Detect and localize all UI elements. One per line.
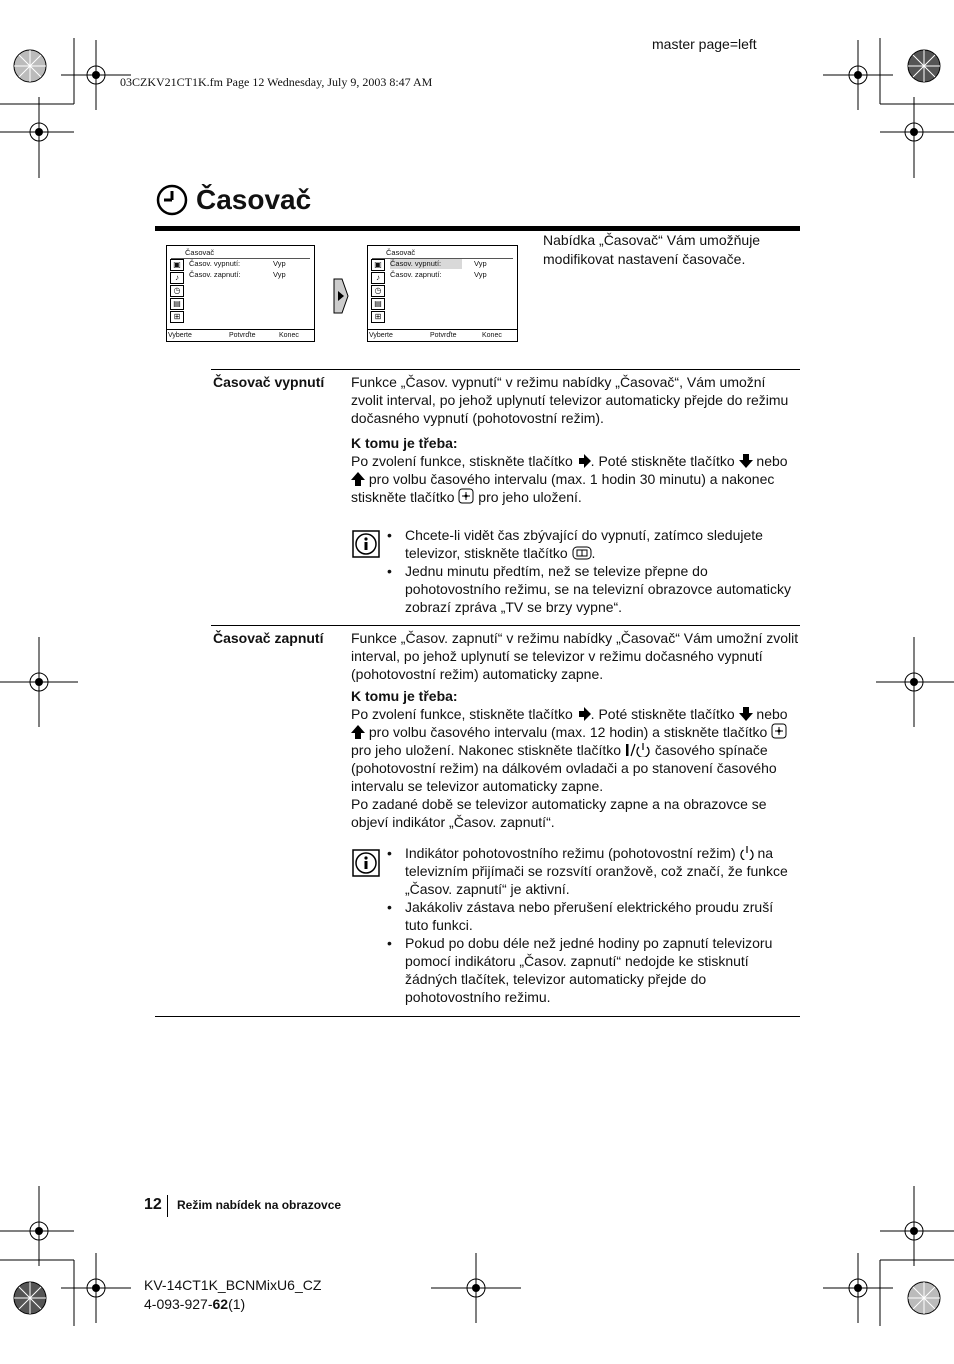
note-list xyxy=(387,844,799,1006)
display-button-icon xyxy=(572,546,592,560)
howto-part: nebo xyxy=(756,453,788,469)
model-info xyxy=(144,1276,321,1314)
menu-icon-column xyxy=(371,259,385,321)
footer-select: Vyberte xyxy=(168,332,192,339)
part-number-prefix: 4-093-927- xyxy=(144,1296,213,1312)
arrow-right-icon xyxy=(333,278,349,314)
howto-part: Po zvolení funkce, stiskněte tlačítko xyxy=(351,706,573,722)
menu-row-value: Vyp xyxy=(273,259,286,268)
menu-title: Časovač xyxy=(386,248,416,257)
howto-part: . Poté stiskněte tlačítko xyxy=(590,706,735,722)
howto-part: časového spínače (pohotovostní režim) na dálkovém ovladači a po stanovení časového intervalu se televizor automaticky zapne. xyxy=(351,742,777,794)
part-number-bold: 62 xyxy=(212,1296,229,1312)
note-item xyxy=(387,844,799,898)
menu-header xyxy=(171,248,310,259)
menu-row xyxy=(189,270,309,280)
howto-part: . Poté stiskněte tlačítko xyxy=(590,453,735,469)
howto-part: nebo xyxy=(756,706,788,722)
menu-row xyxy=(390,270,510,280)
toolbox-icon: ⊞ xyxy=(170,311,184,323)
section-howto xyxy=(351,687,799,831)
note-text: Indikátor pohotovostního režimu (pohotovostní režim) xyxy=(405,845,736,861)
sound-icon: ♪ xyxy=(371,272,385,284)
menu-row xyxy=(390,259,510,269)
section-divider xyxy=(211,625,800,626)
content-end-rule xyxy=(155,1016,800,1017)
note-item xyxy=(387,526,799,562)
info-note-icon xyxy=(352,530,380,558)
menu-row-value: Vyp xyxy=(474,270,487,279)
setup-icon: ▤ xyxy=(371,298,385,310)
howto-part: pro jeho uložení. xyxy=(478,489,582,505)
menu-row-label: Časov. zapnutí: xyxy=(189,270,241,279)
footer-confirm: Potvrďte xyxy=(229,332,256,339)
menu-row-value: Vyp xyxy=(273,270,286,279)
howto-text xyxy=(351,452,799,506)
menu-screen-left xyxy=(166,245,315,342)
howto-title: K tomu je třeba: xyxy=(351,435,458,451)
section-description: Funkce „Časov. vypnutí“ v režimu nabídky „Časovač“, Vám umožní zvolit interval, po jehož uplynutí televizor automaticky přejde do režimu dočasného vypnutí (pohotovostní režim). xyxy=(351,374,789,426)
menu-screen-right xyxy=(367,245,518,342)
picture-icon: ▣ xyxy=(371,259,385,271)
section-divider xyxy=(211,369,800,370)
model-code: KV-14CT1K_BCNMixU6_CZ xyxy=(144,1277,322,1293)
note-item: • Jednu minutu předtím, než se televize přepne do pohotovostního režimu, se na televizní obrazovce automaticky zobrazí zpráva „TV se brzy vypne“. xyxy=(387,562,799,616)
menu-icon-column xyxy=(170,259,184,321)
section-description: Funkce „Časov. zapnutí“ v režimu nabídky „Časovač“ Vám umožní zvolit interval, po jehož uplynutí se televizor v režimu dočasného vypnutí (pohotovostní režim) automaticky zapne. xyxy=(351,630,799,682)
master-page-label: master page=left xyxy=(652,36,757,52)
picture-icon: ▣ xyxy=(170,259,184,271)
sound-icon: ♪ xyxy=(170,272,184,284)
howto-part: pro jeho uložení. Nakonec stiskněte tlačítko xyxy=(351,742,622,758)
footer-exit: Konec xyxy=(279,332,299,339)
setup-icon: ▤ xyxy=(170,298,184,310)
note-text: . xyxy=(591,545,596,561)
section-howto xyxy=(351,434,799,506)
clock-icon xyxy=(156,184,188,216)
intro-text: Nabídka „Časovač“ Vám umožňuje modifikovat nastavení časovače. xyxy=(543,232,761,267)
arrow-right-icon xyxy=(577,454,591,468)
howto-part: Po zvolení funkce, stiskněte tlačítko xyxy=(351,453,573,469)
arrow-right-icon xyxy=(577,707,591,721)
page-title: Časovač xyxy=(196,184,312,215)
file-info: 03CZKV21CT1K.fm Page 12 Wednesday, July 9, 2003 8:47 AM xyxy=(120,75,433,89)
timer-icon: ◷ xyxy=(371,285,385,297)
menu-row-value: Vyp xyxy=(474,259,487,268)
toolbox-icon: ⊞ xyxy=(371,311,385,323)
note-text: Chcete-li vidět čas zbývající do vypnutí, zatímco sledujete televizor, stiskněte tlačítko xyxy=(405,527,763,561)
howto-part: pro volbu časového intervalu (max. 12 hodin) a stiskněte tlačítko xyxy=(368,724,768,740)
arrow-down-icon xyxy=(739,454,753,468)
section-label-wake-timer: Časovač zapnutí xyxy=(213,630,324,646)
ok-button-icon xyxy=(458,488,474,504)
footer-confirm: Potvrďte xyxy=(430,332,457,339)
footer-exit: Konec xyxy=(482,332,502,339)
arrow-down-icon xyxy=(739,707,753,721)
howto-title: K tomu je třeba: xyxy=(351,688,458,704)
section-label-sleep-timer: Časovač vypnutí xyxy=(213,374,325,390)
part-number xyxy=(144,1295,321,1314)
note-item: • Pokud po dobu déle než jedné hodiny po zapnutí televizoru pomocí indikátoru „Časov. zapnutí“ nedojde ke stisknutí žádných tlačítek, televizor automaticky přejde do pohotovostního režimu. xyxy=(387,934,799,1006)
menu-footer xyxy=(368,329,517,341)
part-number-suffix: (1) xyxy=(228,1296,246,1312)
menu-row-label: Časov. vypnutí: xyxy=(189,259,241,268)
note-list xyxy=(387,526,799,616)
note-text: na televizním přijímači se rozsvítí oranžově, což značí, že funkce „Časov. zapnutí“ je aktivní. xyxy=(405,845,788,897)
menu-header xyxy=(372,248,513,259)
howto-result: Po zadané době se televizor automaticky zapne a na obrazovce se objeví indikátor „Časov. zapnutí“. xyxy=(351,796,767,830)
info-note-icon xyxy=(352,849,380,877)
arrow-up-icon xyxy=(351,472,365,486)
standby-power-icon xyxy=(625,743,651,757)
page-heading xyxy=(156,180,311,220)
footer-section-title: Režim nabídek na obrazovce xyxy=(177,1198,342,1212)
howto-text xyxy=(351,705,799,795)
page-number: 12 xyxy=(144,1196,162,1213)
footer-select: Vyberte xyxy=(369,332,393,339)
menu-title: Časovač xyxy=(185,248,215,257)
page-number-separator xyxy=(167,1195,168,1217)
ok-button-icon xyxy=(771,723,787,739)
arrow-up-icon xyxy=(351,725,365,739)
power-icon xyxy=(740,846,754,860)
menu-row-label: Časov. vypnutí: xyxy=(390,259,442,268)
timer-icon: ◷ xyxy=(170,285,184,297)
menu-row-label: Časov. zapnutí: xyxy=(390,270,442,279)
menu-row xyxy=(189,259,309,269)
menu-footer xyxy=(167,329,314,341)
howto-part: pro volbu časového intervalu (max. 1 hodin 30 minutu) a nakonec stiskněte tlačítko xyxy=(351,471,775,505)
note-item: • Jakákoliv zástava nebo přerušení elektrického proudu zruší tuto funkci. xyxy=(387,898,799,934)
